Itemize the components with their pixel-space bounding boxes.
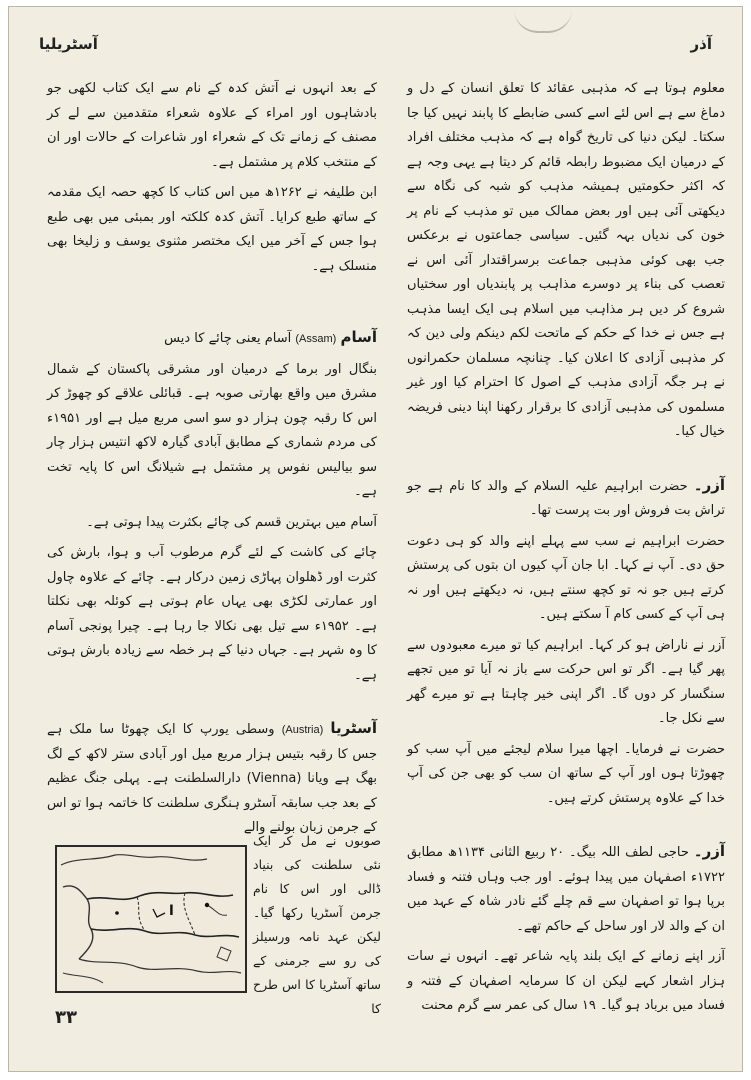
entry-heading-assam: آسام [340, 328, 377, 346]
assam-latin: (Assam) [295, 333, 337, 345]
azar-father-paragraph-2: حضرت ابراہیم نے سب سے پہلے اپنے والد کو ہی دعوت حق دی۔ آپ نے کہا۔ ابا جان آپ کیوں ان بتوں کی پرستش کرتے ہیں جو نہ تو کچھ سنتے ہیں، نہ دیکھتے ہیں اور نہ ہی آپ کے کسی کام آ سکتے ہیں۔ [407, 533, 725, 622]
page-number: ۳۳ [55, 1007, 77, 1028]
library-stamp [514, 9, 572, 33]
entry-heading-austria: آسٹریا [330, 719, 377, 737]
map-label: ا [169, 903, 174, 919]
entry-austria [47, 716, 377, 841]
austria-map [55, 845, 247, 993]
austria-paragraph-1: وسطی یورپ کا ایک چھوٹا سا ملک ہے جس کا رقبہ بتیس ہزار مربع میل اور آبادی ستر لاکھ کے لگ بھگ ہے ویانا (Vienna) دارالسلطنت ہے۔ پہلی جنگ عظیم کے بعد جب سابقہ آسٹرو ہنگری سلطنت کا خاتمہ ہوا تو اس کے جرمن زبان بولنے والے [47, 722, 377, 835]
atashkada-print-paragraph: ابن طلیفہ نے ۱۲۶۲ھ میں اس کتاب کا کچھ حصہ ایک مقدمہ کے ساتھ طبع کرایا۔ آتش کدہ کلکتہ اور بمبئی میں بھی طبع ہوا جس کے آخر میں ایک مختصر مثنوی یوسف و زلیخا بھی منسلک ہے۔ [47, 185, 377, 274]
entry-azar-father-text: حضرت ابراہیم علیہ السلام کے والد کا نام ہے جو تراش بت فروش اور بت پرست تھا۔ [407, 478, 725, 518]
entry-azar-poet [407, 839, 725, 939]
assam-subtitle: آسام یعنی چائے کا دیس [164, 331, 292, 346]
religion-paragraph: معلوم ہوتا ہے کہ مذہبی عقائد کا تعلق انسان کے دل و دماغ سے ہے اس لئے اسے کسی ضابطے کا پابند نہیں کیا جا سکتا۔ لیکن دنیا کی تاریخ گواہ ہے کہ مذہب مختلف افراد کے درمیان ایک مضبوط رابطہ قائم کر دیتا ہے یہی وجہ ہے کہ اکثر حکومتیں ہمیشہ مذہب کو شبہ کی نگاہ سے دیکھتی آئی ہیں اور بعض ممالک میں تو مذہب کے نام پر خون کی ندیاں بہہ گئیں۔ سیاسی جماعتوں نے برعکس جب بھی کوئی مذہبی جماعت برسراقتدار آئی اس نے تعصب کی بناء پر دوسرے مذاہب پر پابندیاں اور سختیاں شروع کر دیں ہر مذاہب میں اسلام ہی ایک ایسا مذہب ہے جس نے خدا کے حکم کے ماتحت لکم دینکم ولی دین کہ کر مذہبی آزادی کا اعلان کیا۔ چنانچہ مسلمان حکمرانوں نے ہر جگہ آزادی مذہب کے اصول کا احترام کیا اور غیر مسلموں کی مذہبی آزادی کا برقرار رکھنا اپنا دینی فریضہ خیال کیا۔ [407, 81, 725, 439]
austria-paragraph-beside-map: صوبوں نے مل کر ایک نئی سلطنت کی بنیاد ڈالی اور اس کا نام جرمن آسٹریا رکھا گیا۔ لیکن عہد نامہ ورسیلز کی رو سے جرمنی کے ساتھ آسٹریا کا اس طرح کا [253, 833, 381, 1016]
entry-heading-azar-poet: آزر۔ [693, 842, 725, 860]
entry-azar-poet-text: حاجی لطف اللہ بیگ۔ ۲۰ ربیع الثانی ۱۱۳۴ھ مطابق ۱۷۲۲ء اصفہان میں پیدا ہوئے۔ اور جب وہاں فتنہ و فساد برپا ہوا تو اصفہان سے قم چلے گئے نادر شاہ کے عہد میں ان کے والد لار اور ساحل کے حاکم تھے۔ [407, 845, 725, 934]
atashkada-paragraph: کے بعد انہوں نے آتش کدہ کے نام سے ایک کتاب لکھی جو بادشاہوں اور امراء کے علاوہ شعراء متقدمین سے لے کر مصنف کے زمانے تک کے شعراء اور شاعرات کے حالات اور ان کے منتخب کلام پر مشتمل ہے۔ [47, 81, 377, 170]
left-column [47, 77, 377, 847]
running-header-right: آذر [690, 35, 712, 53]
austria-latin: (Austria) [281, 724, 324, 736]
scanned-page [8, 6, 743, 1072]
entry-heading-azar: آزر۔ [693, 475, 725, 494]
azar-poet-paragraph-2: آزر اپنے زمانے کے ایک بلند پایہ شاعر تھے۔ انہوں نے سات ہزار اشعار کہے لیکن ان کا سرمایہ اصفہان کے فتنہ و فساد میں برباد ہو گیا۔ ۱۹ سال کی عمر سے گرم محنت [407, 949, 725, 1013]
assam-paragraph-3: چائے کی کاشت کے لئے گرم مرطوب آب و ہوا، بارش کی کثرت اور ڈھلوان پہاڑی زمین درکار ہے۔ چائے کے علاوہ چاول اور عمارتی لکڑی بھی یہاں عام ہوتی ہے کوئلہ بھی نکلتا ہے۔ ۱۹۵۲ء سے تیل بھی نکالا جا رہا ہے۔ چیرا پونجی آسام کا وہ شہر ہے۔ جہاں دنیا کے ہر خطہ سے زیادہ بارش ہوتی ہے۔ [47, 545, 378, 683]
austria-map-drawing [57, 847, 245, 991]
azar-father-paragraph-3: آزر نے ناراض ہو کر کہا۔ ابراہیم کیا تو میرے معبودوں سے پھر گیا ہے۔ اگر تو اس حرکت سے باز نہ آیا تو میں تجھے سنگسار کر دوں گا۔ اگر اپنی خیر چاہتا ہے تو میرے گھر سے نکل جا۔ [407, 637, 725, 726]
right-column [407, 77, 725, 1025]
assam-paragraph-2: آسام میں بہترین قسم کی چائے بکثرت پیدا ہوتی ہے۔ [86, 514, 377, 530]
assam-paragraph-1: بنگال اور برما کے درمیان اور مشرقی پاکستان کے شمال مشرق میں واقع بھارتی صوبہ ہے۔ قبائلی علاقے کو چھوڑ کر اس کا رقبہ چون ہزار دو سو اسی مربع میل ہے اور ۱۹۵۱ء کی مردم شماری کے مطابق آبادی گیارہ لاکھ انتیس ہزار چار سو بیالیس نفوس پر مشتمل ہے شیلانگ اس کا پایہ تخت ہے۔ [47, 361, 377, 499]
entry-azar-father [407, 473, 725, 524]
azar-father-paragraph-4: حضرت نے فرمایا۔ اچھا میرا سلام لیجئے میں آپ سب کو چھوڑتا ہوں اور آپ کے ساتھ ان سب کو بھی جن کی آپ خدا کے علاوہ پرستش کرتے ہیں۔ [407, 741, 725, 806]
entry-assam [47, 325, 377, 352]
running-header-left: آسٹریلیا [39, 35, 98, 53]
